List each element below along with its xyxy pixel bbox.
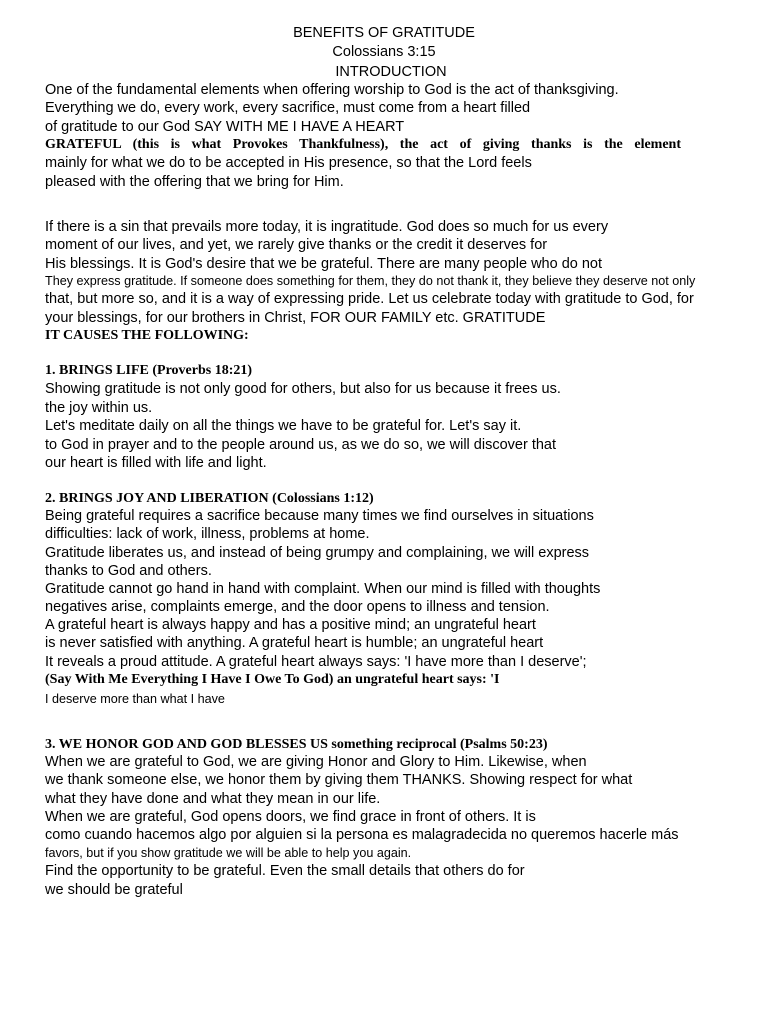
- section-2-line: difficulties: lack of work, illness, problems at home.: [45, 526, 370, 542]
- scripture-reference: Colossians 3:15: [332, 44, 436, 60]
- section-2-line: thanks to God and others.: [45, 563, 212, 579]
- section-1-line: the joy within us.: [45, 400, 153, 416]
- document-title: BENEFITS OF GRATITUDE: [293, 25, 475, 41]
- intro-line: moment of our lives, and yet, we rarely give thanks or the credit it deserves for: [45, 237, 548, 253]
- intro-bold-line: GRATEFUL (this is what Provokes Thankfulness), the act of giving thanks is the element: [45, 137, 681, 152]
- intro-line: Everything we do, every work, every sacrifice, must come from a heart filled: [45, 100, 531, 116]
- section-3-small-line: favors, but if you show gratitude we will be able to help you again.: [45, 846, 412, 860]
- section-3-line: we thank someone else, we honor them by giving them THANKS. Showing respect for what: [45, 772, 633, 788]
- section-2-heading-title: 2. BRINGS JOY AND LIBERATION: [45, 491, 269, 506]
- causes-heading: IT CAUSES THE FOLLOWING:: [45, 328, 249, 343]
- section-3-line: Find the opportunity to be grateful. Even the small details that others do for: [45, 863, 525, 879]
- intro-line: pleased with the offering that we bring for Him.: [45, 174, 344, 190]
- intro-line: mainly for what we do to be accepted in His presence, so that the Lord feels: [45, 155, 532, 171]
- intro-line: His blessings. It is God's desire that we be grateful. There are many people who do not: [45, 256, 603, 272]
- section-2-line: Gratitude cannot go hand in hand with complaint. When our mind is filled with thoughts: [45, 581, 601, 597]
- intro-small-line: They express gratitude. If someone does something for them, they do not thank it, they believe they deserve not only: [45, 274, 696, 288]
- intro-line: your blessings, for our brothers in Christ, FOR OUR FAMILY etc. GRATITUDE: [45, 310, 546, 326]
- intro-line: that, but more so, and it is a way of expressing pride. Let us celebrate today with gratitude to God, for: [45, 291, 694, 307]
- section-2-heading-ref: (Colossians 1:12): [268, 491, 374, 506]
- section-2-small-line: I deserve more than what I have: [45, 692, 225, 706]
- section-3-heading: 3. WE HONOR GOD AND GOD BLESSES US something reciprocal (Psalms 50:23): [45, 737, 548, 752]
- section-3-line: what they have done and what they mean in our life.: [45, 791, 381, 807]
- intro-line: of gratitude to our God SAY WITH ME I HAVE A HEART: [45, 119, 405, 135]
- section-2-line: Gratitude liberates us, and instead of being grumpy and complaining, we will express: [45, 545, 590, 561]
- section-2-heading: [45, 489, 374, 508]
- section-2-line: A grateful heart is always happy and has a positive mind; an ungrateful heart: [45, 617, 536, 633]
- section-1-line: Let's meditate daily on all the things we have to be grateful for. Let's say it.: [45, 418, 522, 434]
- section-2-line: is never satisfied with anything. A grateful heart is humble; an ungrateful heart: [45, 635, 544, 651]
- intro-line: One of the fundamental elements when offering worship to God is the act of thanksgiving.: [45, 82, 619, 98]
- section-2-line: Being grateful requires a sacrifice because many times we find ourselves in situations: [45, 508, 594, 524]
- section-3-line: When we are grateful to God, we are giving Honor and Glory to Him. Likewise, when: [45, 754, 587, 770]
- section-2-bold-line: (Say With Me Everything I Have I Owe To God) an ungrateful heart says: 'I: [45, 672, 500, 687]
- section-2-line: It reveals a proud attitude. A grateful heart always says: 'I have more than I deserve';: [45, 654, 587, 670]
- section-2-line: negatives arise, complaints emerge, and the door opens to illness and tension.: [45, 599, 550, 615]
- section-1-heading: 1. BRINGS LIFE (Proverbs 18:21): [45, 363, 253, 378]
- section-3-line: como cuando hacemos algo por alguien si la persona es malagradecida no queremos hacerle más: [45, 827, 679, 843]
- section-1-line: Showing gratitude is not only good for others, but also for us because it frees us.: [45, 381, 561, 397]
- intro-line: If there is a sin that prevails more today, it is ingratitude. God does so much for us every: [45, 219, 609, 235]
- section-3-line: we should be grateful: [45, 882, 183, 898]
- section-3-line: When we are grateful, God opens doors, we find grace in front of others. It is: [45, 809, 536, 825]
- section-1-line: our heart is filled with life and light.: [45, 455, 267, 471]
- section-1-line: to God in prayer and to the people around us, as we do so, we will discover that: [45, 437, 557, 453]
- section-heading-introduction: INTRODUCTION: [335, 64, 447, 80]
